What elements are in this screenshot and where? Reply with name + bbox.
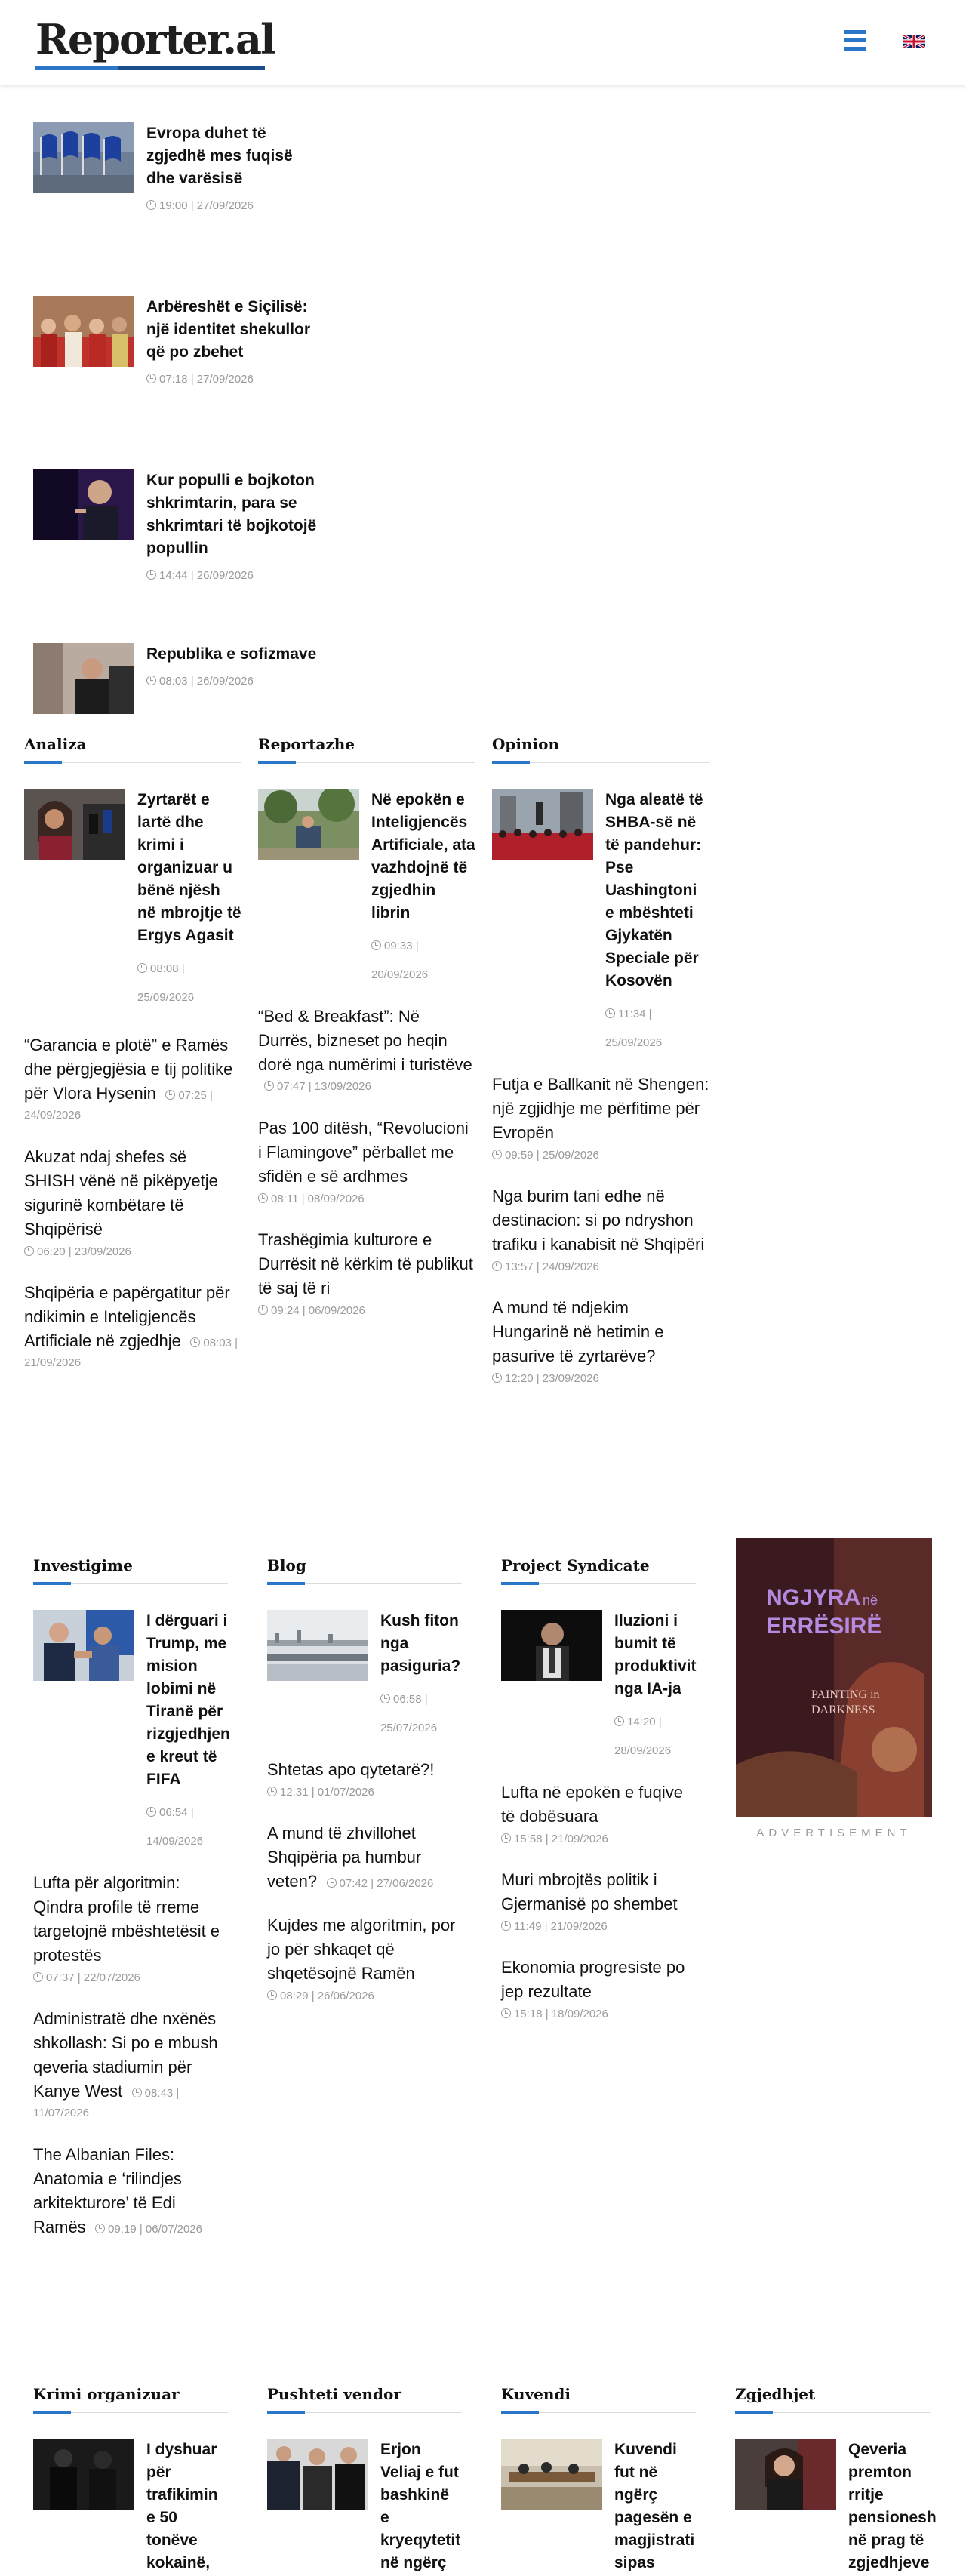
list-item[interactable] <box>24 1281 242 1373</box>
clock-icon <box>24 1246 34 1256</box>
list-item[interactable] <box>501 1956 696 2024</box>
article-title[interactable]: Iluzioni i bumit të produktivit nga IA-ja <box>614 1612 697 1697</box>
article-meta: 07:18 | 27/09/2026 <box>146 370 320 389</box>
article-title[interactable]: Ekonomia progresiste po jep rezultate <box>501 1958 685 2001</box>
article-title[interactable]: Republika e sofizmave <box>146 645 317 663</box>
section-heading[interactable]: Opinion <box>492 735 709 763</box>
list-item[interactable] <box>33 469 320 643</box>
section-heading[interactable]: Reportazhe <box>258 735 475 763</box>
section-heading[interactable]: Investigime <box>33 1556 228 1584</box>
article-title[interactable]: Lufta në epokën e fuqive të dobësuara <box>501 1783 683 1826</box>
clock-icon <box>501 2008 511 2018</box>
article-title[interactable]: Kush fiton nga pasiguria? <box>380 1612 461 1675</box>
advertisement-banner[interactable] <box>736 1538 932 1817</box>
article-meta: 15:58 | 21/09/2026 <box>501 1830 696 1848</box>
list-item[interactable] <box>492 1184 709 1276</box>
section-reportazhe <box>258 735 475 1320</box>
clock-icon <box>264 1081 274 1091</box>
featured-article[interactable] <box>258 789 475 989</box>
article-meta: 19:00 | 27/09/2026 <box>146 196 320 216</box>
clock-icon <box>146 1807 156 1817</box>
clock-icon <box>165 1090 175 1100</box>
article-title[interactable]: Nga burim tani edhe në destinacion: si po ndryshon trafiku i kanabisit në Shqipëri <box>492 1186 705 1254</box>
article-title[interactable]: “Garancia e plotë” e Ramës dhe përgjegjësia e tij politike për Vlora Hysenin <box>24 1036 233 1103</box>
article-title[interactable]: Zyrtarët e lartë dhe krimi i organizuar u bënë njësh në mbrojtje të Ergys Agasit <box>137 791 242 944</box>
latest-articles-list <box>33 122 320 817</box>
list-item[interactable] <box>501 1868 696 1936</box>
clock-icon <box>492 1261 502 1271</box>
article-title[interactable]: A mund të zhvillohet Shqipëria pa humbur veten? <box>267 1824 422 1891</box>
section-heading[interactable]: Krimi organizuar <box>33 2385 228 2413</box>
list-item[interactable] <box>24 1145 242 1261</box>
article-meta: 09:24 | 06/09/2026 <box>258 1302 475 1320</box>
section-heading[interactable]: Pushteti vendor <box>267 2385 462 2413</box>
list-item[interactable] <box>267 1821 462 1894</box>
ad-subtitle-1: PAINTING in <box>811 1688 880 1701</box>
list-item[interactable] <box>24 1033 242 1125</box>
article-meta: 12:31 | 01/07/2026 <box>267 1784 462 1802</box>
featured-article[interactable] <box>267 1610 462 1743</box>
section-investigime <box>33 1556 228 2239</box>
article-title[interactable]: Në epokën e Inteligjencës Artificiale, ata vazhdojnë të zgjedhin librin <box>371 791 475 922</box>
clock-icon <box>258 1193 268 1203</box>
article-title[interactable]: Shtetas apo qytetarë?! <box>267 1760 435 1779</box>
site-header <box>0 0 966 85</box>
section-project-syndicate <box>501 1556 696 2024</box>
article-title[interactable]: Kujdes me algoritmin, por jo për shkaqet që shqetësojnë Ramën <box>267 1916 456 1983</box>
article-thumbnail[interactable] <box>33 643 134 714</box>
clock-icon <box>492 1150 502 1159</box>
ad-title-line1: NGJYRA <box>766 1585 861 1610</box>
list-item[interactable] <box>258 1005 475 1097</box>
ad-title-small: në <box>863 1593 878 1608</box>
article-thumbnail[interactable] <box>735 2439 836 2510</box>
list-item[interactable] <box>492 1073 709 1165</box>
list-item[interactable] <box>267 1758 462 1802</box>
section-blog <box>267 1556 462 2005</box>
featured-article[interactable] <box>33 2439 228 2574</box>
article-meta: 08:11 | 08/09/2026 <box>258 1190 475 1208</box>
section-pushteti-vendor <box>267 2385 462 2574</box>
clock-icon <box>501 1921 511 1931</box>
article-meta: 06:58 | 25/07/2026 <box>380 1693 438 1734</box>
article-title[interactable]: Muri mbrojtës politik i Gjermanisë po shembet <box>501 1870 678 1913</box>
article-meta: 12:20 | 23/09/2026 <box>492 1370 709 1388</box>
article-title[interactable]: Kuvendi fut në ngërç pagesën e magjistrati sipas <box>614 2441 695 2571</box>
article-title[interactable]: I dërguari i Trump, me mision lobimi në Tiranë për rizgjedhjen e kreut të FIFA <box>146 1612 230 1788</box>
article-title[interactable]: Evropa duhet të zgjedhë mes fuqisë dhe varësisë <box>146 125 293 187</box>
article-meta: 08:08 | 25/09/2026 <box>137 962 195 1004</box>
clock-icon <box>614 1716 624 1726</box>
list-item[interactable] <box>258 1228 475 1320</box>
featured-article[interactable] <box>24 789 242 1012</box>
article-title[interactable]: Erjon Veliaj e fut bashkinë e kryeqytetit në ngërç <box>380 2441 461 2571</box>
section-heading[interactable]: Analiza <box>24 735 242 763</box>
clock-icon <box>33 1972 43 1982</box>
ad-subtitle-2: DARKNESS <box>811 1703 875 1716</box>
section-zgjedhjet <box>735 2385 937 2574</box>
clock-icon <box>146 676 156 685</box>
list-item[interactable] <box>33 122 320 296</box>
article-thumbnail[interactable] <box>33 122 134 193</box>
article-thumbnail[interactable] <box>24 789 125 860</box>
article-meta: 11:34 | 25/09/2026 <box>605 1008 663 1049</box>
article-title[interactable]: Arbëreshët e Siçilisë: një identitet shekullor që po zbehet <box>146 298 311 361</box>
article-thumbnail[interactable] <box>33 1610 134 1681</box>
featured-article[interactable] <box>267 2439 462 2574</box>
article-meta: 13:57 | 24/09/2026 <box>492 1258 709 1276</box>
article-meta: 07:42 | 27/06/2026 <box>327 1877 434 1890</box>
section-analiza <box>24 735 242 1373</box>
article-title[interactable]: I dyshuar për trafikimin e 50 tonëve kokainë, <box>146 2441 218 2571</box>
section-krimi-organizuar <box>33 2385 228 2574</box>
clock-icon <box>258 1305 268 1315</box>
list-item[interactable] <box>258 1116 475 1208</box>
article-thumbnail[interactable] <box>258 789 359 860</box>
article-thumbnail[interactable] <box>501 1610 602 1681</box>
featured-article[interactable] <box>492 789 709 1057</box>
article-meta: 08:03 | 21/09/2026 <box>24 1337 238 1369</box>
article-thumbnail[interactable] <box>267 1610 368 1681</box>
clock-icon <box>132 2088 142 2097</box>
clock-icon <box>492 1373 502 1383</box>
article-meta: 15:18 | 18/09/2026 <box>501 2005 696 2024</box>
article-title[interactable]: The Albanian Files: Anatomia e ‘rilindjes arkitekturore’ të Edi Ramës <box>33 2145 182 2236</box>
clock-icon <box>501 1833 511 1843</box>
article-title[interactable]: Akuzat ndaj shefes së SHISH vënë në pikëpyetje sigurinë kombëtare të Shqipërisë <box>24 1147 218 1239</box>
article-meta: 07:25 | 24/09/2026 <box>24 1089 213 1122</box>
section-heading[interactable]: Blog <box>267 1556 462 1584</box>
article-thumbnail[interactable] <box>501 2439 602 2510</box>
clock-icon <box>327 1878 337 1888</box>
article-meta: 08:43 | 11/07/2026 <box>33 2087 180 2119</box>
article-meta: 14:20 | 28/09/2026 <box>614 1716 672 1757</box>
featured-article[interactable] <box>33 1610 228 1856</box>
article-meta: 06:20 | 23/09/2026 <box>24 1243 242 1261</box>
list-item[interactable] <box>33 1871 228 1987</box>
list-item[interactable] <box>501 1780 696 1848</box>
clock-icon <box>146 200 156 210</box>
clock-icon <box>95 2224 105 2233</box>
article-title[interactable]: Pas 100 ditësh, “Revolucioni i Flamingove” përballet me sfidën e së ardhmes <box>258 1119 469 1186</box>
clock-icon <box>605 1008 615 1018</box>
article-meta: 07:47 | 13/09/2026 <box>264 1080 371 1093</box>
article-meta: 08:29 | 26/06/2026 <box>267 1987 462 2005</box>
article-title[interactable]: Futja e Ballkanit në Shengen: një zgjidhje me përfitime për Evropën <box>492 1075 709 1142</box>
clock-icon <box>146 374 156 383</box>
article-meta: 14:44 | 26/09/2026 <box>146 566 320 586</box>
article-meta: 09:19 | 06/07/2026 <box>95 2223 202 2236</box>
ad-title-line2: ERRËSIRË <box>766 1614 882 1639</box>
article-title[interactable]: Lufta për algoritmin: Qindra profile të rreme targetojnë mbështetësit e protestës <box>33 1873 220 1965</box>
article-meta: 08:03 | 26/09/2026 <box>146 672 320 691</box>
clock-icon <box>380 1694 390 1703</box>
logo-underline <box>35 60 265 64</box>
article-title[interactable]: Kur populli e bojkoton shkrimtarin, para se shkrimtari të bojkotojë popullin <box>146 472 317 557</box>
list-item[interactable] <box>33 296 320 469</box>
clock-icon <box>371 940 381 950</box>
list-item[interactable] <box>267 1913 462 2005</box>
clock-icon <box>146 570 156 580</box>
article-title[interactable]: Shqipëria e papërgatitur për ndikimin e Inteligjencës Artificiale në zgjedhje <box>24 1283 230 1350</box>
article-thumbnail[interactable] <box>33 469 134 540</box>
list-item[interactable] <box>33 2143 228 2239</box>
clock-icon <box>267 1787 277 1796</box>
article-title[interactable]: A mund të ndjekim Hungarinë në hetimin e pasurive të zyrtarëve? <box>492 1298 664 1365</box>
section-kuvendi <box>501 2385 696 2574</box>
article-meta: 06:54 | 14/09/2026 <box>146 1806 204 1848</box>
article-meta: 09:59 | 25/09/2026 <box>492 1146 709 1165</box>
article-title[interactable]: Nga aleatë të SHBA-së në të pandehur: Pse Uashingtoni e mbështeti Gjykatën Speciale për Kosovën <box>605 791 703 989</box>
article-title[interactable]: Administratë dhe nxënës shkollash: Si po e mbush qeveria stadiumin për Kanye West <box>33 2009 218 2101</box>
clock-icon <box>137 963 147 973</box>
article-thumbnail[interactable] <box>33 2439 134 2510</box>
site-logo[interactable]: Reporter.al <box>35 15 275 63</box>
section-heading[interactable]: Zgjedhjet <box>735 2385 930 2413</box>
featured-article[interactable] <box>735 2439 937 2574</box>
section-heading[interactable]: Kuvendi <box>501 2385 696 2413</box>
article-thumbnail[interactable] <box>267 2439 368 2510</box>
hamburger-menu-icon[interactable] <box>844 30 866 51</box>
list-item[interactable] <box>492 1296 709 1388</box>
section-heading[interactable]: Project Syndicate <box>501 1556 696 1584</box>
list-item[interactable] <box>33 2007 228 2123</box>
clock-icon <box>190 1337 200 1347</box>
article-meta: 07:37 | 22/07/2026 <box>33 1969 228 1987</box>
article-title[interactable]: “Bed & Breakfast”: Në Durrës, bizneset po heqin dorë nga numërimi i turistëve <box>258 1007 472 1074</box>
article-thumbnail[interactable] <box>492 789 593 860</box>
clock-icon <box>267 1990 277 2000</box>
uk-flag-icon[interactable] <box>903 35 925 48</box>
section-opinion <box>492 735 709 1388</box>
featured-article[interactable] <box>501 2439 696 2574</box>
article-thumbnail[interactable] <box>33 296 134 367</box>
article-title[interactable]: Trashëgimia kulturore e Durrësit në kërkim të publikut të saj të ri <box>258 1230 473 1297</box>
featured-article[interactable] <box>501 1610 696 1765</box>
article-meta: 09:33 | 20/09/2026 <box>371 940 429 981</box>
article-title[interactable]: Qeveria premton rritje pensionesh në prag të zgjedhjeve <box>848 2441 937 2571</box>
advertisement-label: ADVERTISEMENT <box>756 1827 912 1839</box>
article-meta: 11:49 | 21/09/2026 <box>501 1918 696 1936</box>
